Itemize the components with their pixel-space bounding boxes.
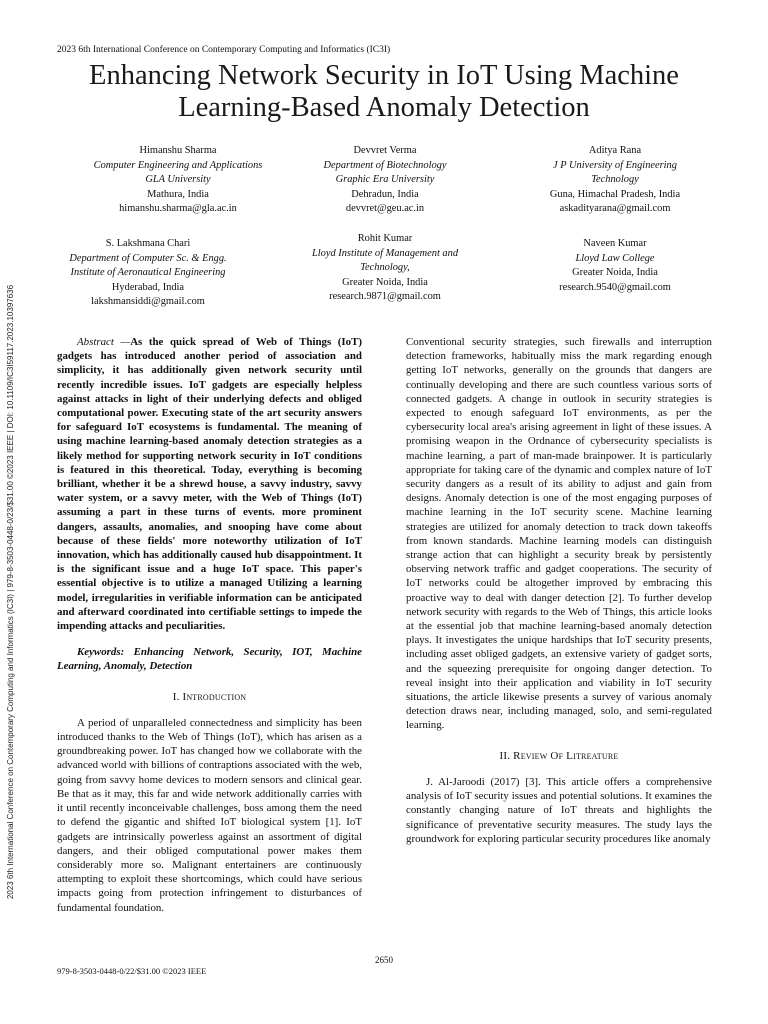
review-paragraph: J. Al-Jaroodi (2017) [3]. This article offers a comprehensive analysis of IoT security issues and potential solutions. It examines the constantly changing nature of IoT threats and highlights the significance of preventative security measures. The study lays the groundwork for exploring particular security procedures like anomaly bbox=[406, 775, 712, 845]
author-affiliation: Computer Engineering and Applications bbox=[93, 159, 263, 171]
page-number: 2650 bbox=[375, 955, 393, 965]
author-email: devvret@geu.ac.in bbox=[345, 203, 425, 214]
title-line-2: Learning-Based Anomaly Detection bbox=[178, 92, 590, 123]
author-email: lakshmansiddi@gmail.com bbox=[91, 296, 205, 307]
left-column bbox=[57, 335, 362, 915]
author-name: Aditya Rana bbox=[588, 145, 642, 156]
paper-title bbox=[40, 60, 728, 124]
side-citation-strip: 2023 6th International Conference on Contemporary Computing and Informatics (IC3I) | 979-8-3503-0448-0/23/$31.00 ©2023 IEEE | DOI: 10.1109/IC3I59117.2023.10397636 bbox=[6, 284, 15, 900]
author-affiliation: Technology, bbox=[360, 262, 410, 273]
author-affiliation: GLA University bbox=[145, 174, 211, 185]
abstract-body: As the quick spread of Web of Things (IoT) gadgets has introduced another period of association and simplicity, it has additionally given network security until recently incredible issues. IoT gadgets are especially helpless against attacks in light of their underlying defects and obliged computational power. Executing state of the art security answers for safeguard IoT ecosystems is fundamental. The meaning of using machine learning-based anomaly detection strategies as a likely method for supporting network security in IoT conditions is featured in this theoretical. Today, everything is becoming brilliant, whether it be a shrewd house, a savvy industry, savvy water system, or a savvy meter, with the Web of Things (IoT) assuming a part in these turns of events. more prominent dangers, assaults, anomalies, and snooping have come about because of these fields' more noteworthy utilization of IoT innovation, which has additionally caused hub disappointment. It is the significant issue and a huge IoT space. This paper's essential objective is to utilize a managed Utilizing a learning model, irregularities in verifiable information can be anticipated and afterward coordinated into certifiable settings to impede the impending attacks and peculiarities. bbox=[57, 336, 363, 633]
author-name: Himanshu Sharma bbox=[139, 145, 217, 156]
author-affiliation: Department of Biotechnology bbox=[323, 159, 447, 171]
author-email: research.9540@gmail.com bbox=[559, 281, 671, 293]
section-heading-review: II. Review Of Litreature bbox=[499, 749, 619, 762]
introduction-paragraph: A period of unparalleled connectedness and simplicity has been introduced thanks to the Web of Things (IoT), which has arisen as a groundbreaking power. IoT has changed how we collaborate with the advanced world with billions of contraptions associated with the web, going from savvy home devices to modern sensors and clinical gear. Be that as it may, this far and wide network additionally carries with it until recently inconceivable challenges, boss among them the need to defend the gigantic and shifted IoT biological system [1]. IoT gadgets are intrinsically powerless against an assortment of digital dangers, and their obliged computational power makes them considerably more so. Malignant entertainers are continuously attempting to exploit these shortcomings, which could have serious impacts going from protection infringement to disturbances of fundamental foundation. bbox=[57, 716, 362, 914]
author-affiliation: Graphic Era University bbox=[335, 174, 435, 185]
title-line-1: Enhancing Network Security in IoT Using Machine bbox=[89, 60, 679, 91]
conference-header: 2023 6th International Conference on Contemporary Computing and Informatics (IC3I) bbox=[57, 45, 391, 55]
author-name: Rohit Kumar bbox=[357, 233, 413, 244]
abstract-lead: Abstract — bbox=[77, 336, 131, 348]
author-block bbox=[505, 144, 725, 217]
author-location: Guna, Himachal Pradesh, India bbox=[549, 188, 681, 200]
author-affiliation: Lloyd Institute of Management and bbox=[311, 247, 459, 259]
author-location: Greater Noida, India bbox=[342, 276, 428, 288]
author-affiliation: Lloyd Law College bbox=[575, 252, 655, 264]
keywords: Keywords: Enhancing Network, Security, IOT, Machine Learning, Anomaly, Detection bbox=[57, 646, 362, 673]
author-block bbox=[28, 237, 268, 310]
author-name: Devvret Verma bbox=[353, 145, 417, 156]
author-location: Dehradun, India bbox=[351, 188, 419, 200]
right-column bbox=[406, 335, 712, 846]
author-location: Greater Noida, India bbox=[572, 267, 658, 278]
author-location: Mathura, India bbox=[147, 188, 209, 200]
author-affiliation: Department of Computer Sc. & Engg. bbox=[69, 252, 227, 264]
author-block bbox=[48, 144, 308, 217]
author-email: himanshu.sharma@gla.ac.in bbox=[119, 203, 237, 214]
author-name: Naveen Kumar bbox=[583, 238, 647, 249]
abstract bbox=[57, 335, 362, 633]
author-affiliation: Institute of Aeronautical Engineering bbox=[70, 267, 226, 278]
body-paragraph: Conventional security strategies, such firewalls and interruption detection frameworks, habitually miss the mark regarding enough getting IoT networks, generally on the grounds that dangers are continually developing and there are such countless various sorts of connected gadgets. A change in outlook in security strategies is expected to enough safeguard IoT environments, as per the cybersecurity local area's arising agreement in light of these issues. A promising weapon in the Ordnance of cybersecurity specialists is machine learning, a part of man-made brainpower. It is particularly appropriate for taking care of the dynamic and complex nature of IoT security dangers as a result of its ability to adjust and gain from designs. Anomaly detection is one of the most engaging purposes of machine learning in the IoT security scene. Machine learning strategies are utilized for anomaly detection to track down takeoffs from known standards. Machine learning models can distinguish strange action that can highlight a security break by persistently observing network traffic and gadget cooperations. The security of IoT networks could be altogether improved by embracing this proactive way to deal with danger detection [2]. To further develop network security with regards to the Web of Things, this article looks at the essential job that machine learning-based anomaly detection plays. It investigates the unique hardships that IoT security presents, including asset obliged gadgets, an extensive variety of gadget sorts, and the squeezing prerequisite for ongoing danger detection. To reveal insight into their application and viability in IoT security situations, the article likewise presents a survey of various anomaly detection draws near, including managed, solo, and semi-regulated learning. bbox=[406, 336, 712, 732]
author-name: S. Lakshmana Chari bbox=[105, 238, 191, 249]
author-email: research.9871@gmail.com bbox=[329, 291, 441, 302]
copyright-footer: 979-8-3503-0448-0/22/$31.00 ©2023 IEEE bbox=[57, 966, 207, 976]
author-affiliation: Technology bbox=[591, 174, 639, 185]
author-location: Hyderabad, India bbox=[111, 281, 185, 293]
author-block bbox=[280, 232, 490, 305]
section-heading-introduction: I. Introduction bbox=[172, 690, 247, 703]
author-block bbox=[280, 144, 490, 217]
author-block bbox=[505, 237, 725, 295]
author-email: askadityarana@gmail.com bbox=[559, 203, 671, 214]
author-affiliation: J P University of Engineering bbox=[553, 159, 677, 171]
